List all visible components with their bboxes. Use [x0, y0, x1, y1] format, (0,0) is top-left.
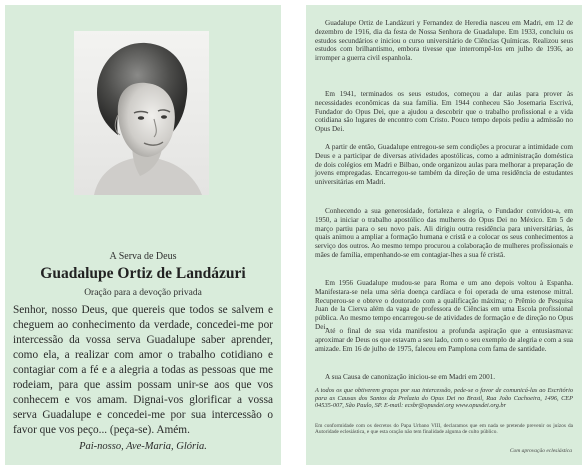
prayer-card-front	[5, 5, 281, 465]
disclaimer-text: Em conformidade com os decretos do Papa Urbano VIII, declaramos que em nada se pretende prevenir os juízos da Autoridade eclesiástica, e que esta oração não tem finalidade alguma de culto público.	[315, 423, 573, 436]
prayer-text-block	[13, 303, 273, 454]
caption-servant-of-god: A Serva de Deus	[109, 251, 177, 262]
biography-paragraph: Até o final de sua vida manifestou a profunda aspiração que a entusiasmava: aproximar de Deus os que estavam a seu lado, com o seu exemplo de alegria e com a sua amizade. Em 16 de julho de 1975, faleceu em Pamplona com fama de santidade.	[315, 327, 573, 353]
biography-paragraph: Em 1941, terminados os seus estudos, começou a dar aulas para prover às necessidades econômicas da sua família. Em 1944 conheceu São Josemaria Escrivá, Fundador do Opus Dei, que a ajudou a descobrir que o trabalho profissional e a vida cotidiana são lugares de encontro com Cristo. Pouco tempo depois pediu a admissão no Opus Dei.	[315, 90, 573, 134]
website-link[interactable]: www.opusdei.org.br	[455, 402, 507, 410]
biography-paragraph: Guadalupe Ortiz de Landázuri y Fernandez de Heredia nasceu em Madri, em 12 de dezembro de 1916, dia da festa de Nossa Senhora de Guadalupe. Em 1933, concluiu os estudos secundários e iniciou o curso universitário de Ciências Químicas. Realizou seus estudos com brilhantismo, embora tivesse que interrompê-los em julho de 1936, ao irromper a guerra civil espanhola.	[315, 19, 573, 63]
biography-paragraph: Em 1956 Guadalupe mudou-se para Roma e um ano depois voltou à Espanha. Manifestara-se nela uma séria doença cardíaca e foi operada de uma estenose mitral. Recuperou-se e obteve o doutorado com a qualificação máxima; o Prêmio de Pesquisa Juan de la Cierva além da vaga de professora de Ciências em uma Escola profissional pública. Ao mesmo tempo encarregou-se de atividades de formação e de direção no Opus Dei.	[315, 279, 573, 331]
biography-paragraph: Conhecendo a sua generosidade, fortaleza e alegria, o Fundador convidou-a, em 1950, a iniciar o trabalho apostólico das mulheres do Opus Dei no México. Em 5 de março partiu para o seu novo país. Ali dirigiu outra residência para universitárias, às quais animou a ampliar a formação humana e cristã e a colocar os seus conhecimentos a serviço dos outros. Ao mesmo tempo procurou a colaboração de mulheres profissionais e mães de família, empenhando-se em contagiar-lhes a sua fé cristã.	[315, 207, 573, 259]
biography-paragraph: A partir de então, Guadalupe entregou-se sem condições a procurar a intimidade com Deus e a participar de diversas atividades apostólicas, como a administração doméstica de dois colégios em Madri e Bilbao, onde organizou aulas para melhorar a preparação de jovens empregadas. Encarregou-se também da direção de uma residência de estudantes universitárias em Madri.	[315, 143, 573, 187]
prayer-text: Senhor, nosso Deus, que quereis que todos se salvem e cheguem ao conhecimento da verdade, concedei-me por intercessão da vossa serva Guadalupe saber aprender, como ela, a realizar com amor o trabalho cotidiano e contagiar com a fé e a alegria a todas as pessoas que me rodeiam, para que assim possam unir-se aos que vos conhecem e vos amam. Dignai-vos glorificar a vossa serva Guadalupe e concedei-me por sua intercessão o favor que vos peço... (peça-se). Amém.	[13, 304, 273, 436]
portrait-photo	[74, 31, 209, 195]
prayer-subtitle: Oração para a devoção privada	[84, 288, 202, 298]
contact-text: A todos os que obtiverem graças por sua intercessão, pede-se o favor de comunicá-las ao Escritório para as Causas dos Santos da Prelazia do Opus Dei no Brasil, Rua João Cachoeira, 1496, CEP 04535-007, São Paulo, SP. E-mail: ecsbr@opusdei.org	[315, 387, 573, 410]
ecclesiastical-approval: Com aprovação eclesiástica	[509, 448, 572, 454]
prayer-closing: Pai-nosso, Ave-Maria, Glória.	[79, 441, 207, 452]
contact-footer	[315, 387, 573, 410]
portrait-image	[74, 31, 209, 195]
person-name: Guadalupe Ortiz de Landázuri	[40, 265, 246, 282]
prayer-card-back	[306, 5, 582, 465]
biography-paragraph: A sua Causa de canonização iniciou-se em Madri em 2001.	[325, 373, 496, 381]
